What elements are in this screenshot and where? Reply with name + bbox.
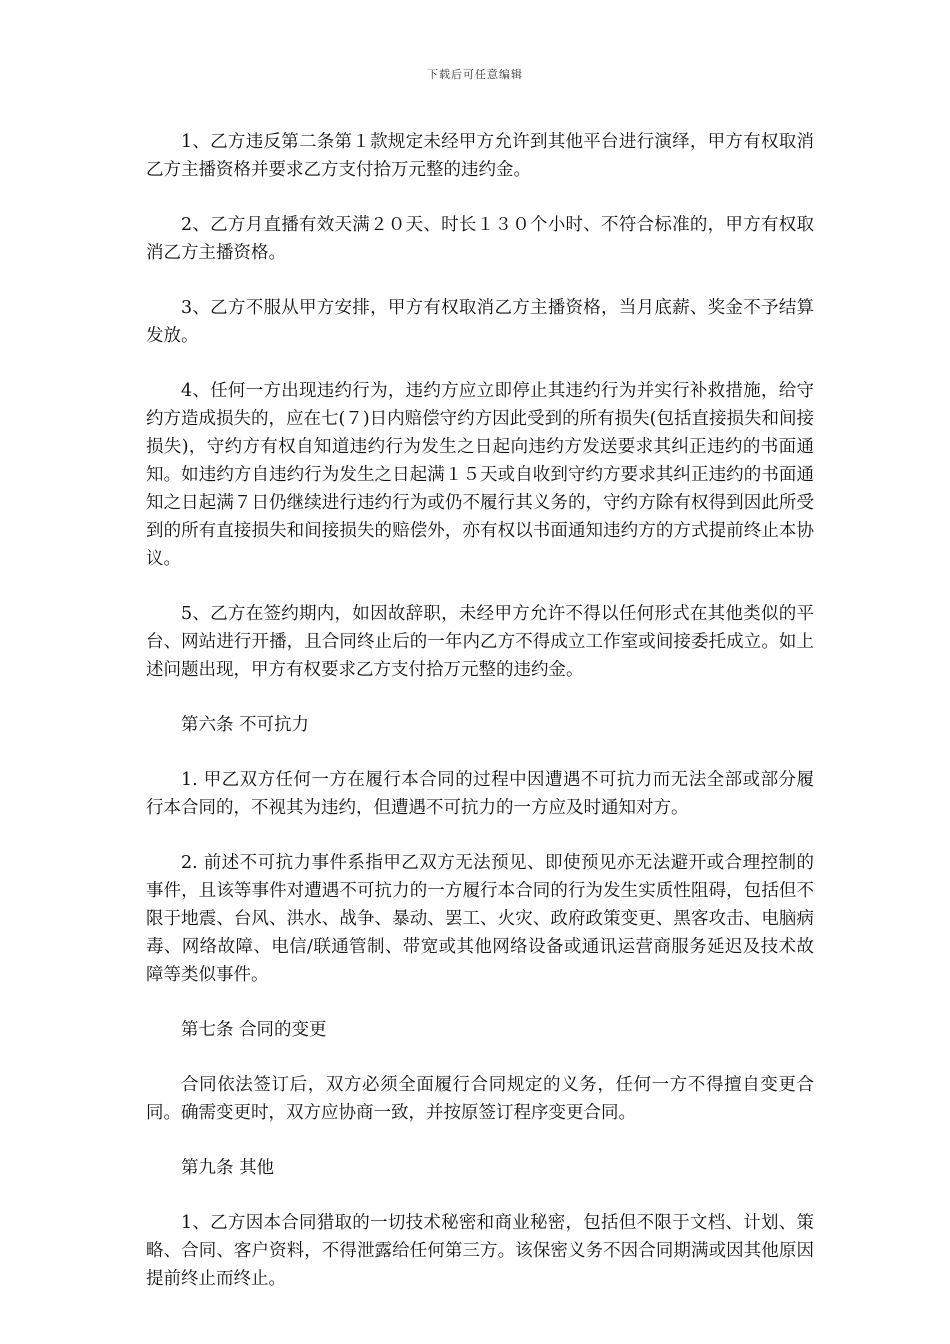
other-item-1: 1、乙方因本合同猎取的一切技术秘密和商业秘密，包括但不限于文档、计划、策略、合同、客户资料，不得泄露给任何第三方。该保密义务不因合同期满或因其他原因提前终止而终止。 bbox=[146, 1213, 814, 1289]
section-heading-contract-change: 第七条 合同的变更 bbox=[181, 1020, 327, 1040]
clause-paragraph-4: 4、任何一方出现违约行为，违约方应立即停止其违约行为并实行补救措施，给守约方造成损失的，应在七(７)日内赔偿守约方因此受到的所有损失(包括直接损失和间接损失)，守约方有权自知道违约行为发生之日起向违约方发送要求其纠正违约的书面通知。如违约方自违约行为发生之日起满１５天或自收到守约方要求其纠正违约的书面通知之日起满７日仍继续进行违约行为或仍不履行其义务的，守约方除有权得到因此所受到的所有直接损失和间接损失的赔偿外，亦有权以书面通知违约方的方式提前终止本协议。 bbox=[146, 381, 814, 569]
section-heading-other: 第九条 其他 bbox=[181, 1158, 275, 1178]
page-header-note: 下载后可任意编辑 bbox=[427, 68, 523, 81]
force-majeure-item-2: 2. 前述不可抗力事件系指甲乙双方无法预见、即使预见亦无法避开或合理控制的事件，且该等事件对遭遇不可抗力的一方履行本合同的行为发生实质性阻碍，包括但不限于地震、台风、洪水、战争、暴动、罢工、火灾、政府政策变更、黑客攻击、电脑病毒、网络故障、电信/联通管制、带宽或其他网络设备或通讯运营商服务延迟及技术故障等类似事件。 bbox=[146, 853, 814, 985]
force-majeure-item-1: 1. 甲乙双方任何一方在履行本合同的过程中因遭遇不可抗力而无法全部或部分履行本合同的，不视其为违约，但遭遇不可抗力的一方应及时通知对方。 bbox=[146, 770, 814, 818]
section-heading-force-majeure: 第六条 不可抗力 bbox=[181, 715, 310, 735]
clause-paragraph-1: 1、乙方违反第二条第１款规定未经甲方允许到其他平台进行演绎，甲方有权取消乙方主播资格并要求乙方支付拾万元整的违约金。 bbox=[146, 132, 814, 180]
contract-change-body: 合同依法签订后，双方必须全面履行合同规定的义务，任何一方不得擅自变更合同。确需变更时，双方应协商一致，并按原签订程序变更合同。 bbox=[146, 1075, 814, 1123]
clause-paragraph-2: 2、乙方月直播有效天满２０天、时长１３０个小时、不符合标准的，甲方有权取消乙方主播资格。 bbox=[146, 215, 814, 263]
clause-paragraph-5: 5、乙方在签约期内，如因故辞职，未经甲方允许不得以任何形式在其他类似的平台、网站进行开播，且合同终止后的一年内乙方不得成立工作室或间接委托成立。如上述问题出现，甲方有权要求乙方支付拾万元整的违约金。 bbox=[146, 604, 814, 680]
clause-paragraph-3: 3、乙方不服从甲方安排，甲方有权取消乙方主播资格，当月底薪、奖金不予结算发放。 bbox=[146, 298, 814, 346]
document-body bbox=[146, 128, 814, 1320]
